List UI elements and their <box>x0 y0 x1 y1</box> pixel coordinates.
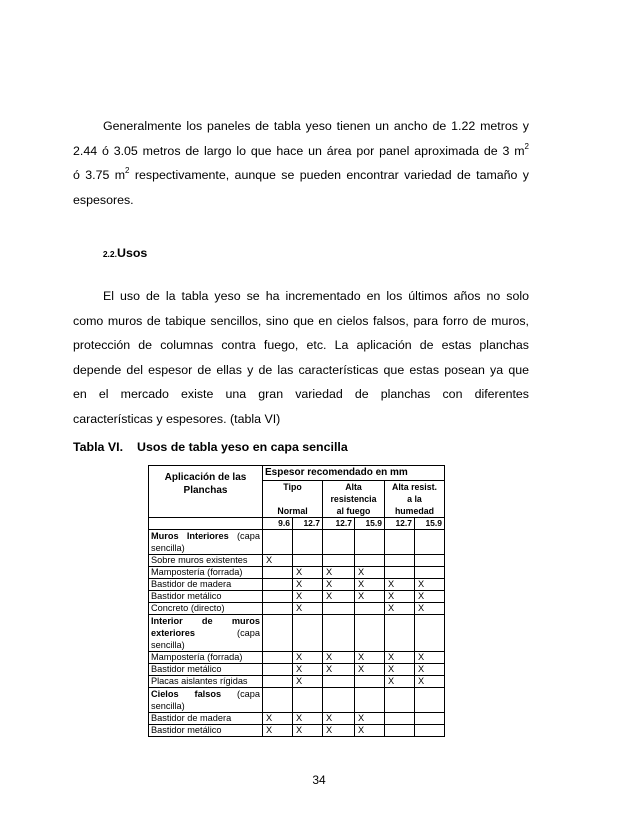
mark-cell <box>323 603 355 615</box>
mark-cell <box>415 555 445 567</box>
section-row <box>149 688 445 713</box>
mark-cell <box>293 555 323 567</box>
mark-cell <box>385 713 415 725</box>
thickness-cell: 15.9 <box>355 518 385 530</box>
mark-cell: X <box>293 591 323 603</box>
intro-line-2-text: 2.44 ó 3.05 metros de largo lo que hace un área por panel aproximada de 3 m <box>73 143 525 158</box>
thickness-label-cell <box>149 518 263 530</box>
mark-cell: X <box>263 725 293 737</box>
empty-cell <box>293 688 323 713</box>
empty-cell <box>355 615 385 652</box>
mark-cell: X <box>323 579 355 591</box>
mark-cell: X <box>385 591 415 603</box>
empty-cell <box>263 615 293 652</box>
mark-cell: X <box>355 652 385 664</box>
section-title-line <box>151 700 260 712</box>
table-caption-label: Tabla VI. <box>73 440 124 454</box>
mark-cell: X <box>355 725 385 737</box>
section-title-word: sencilla) <box>151 640 185 650</box>
section-title-word: falsos <box>194 689 222 699</box>
empty-cell <box>293 615 323 652</box>
row-label: Concreto (directo) <box>149 603 263 615</box>
application-header-line: Planchas <box>183 485 228 496</box>
table-row <box>149 603 445 615</box>
table-caption-title: Usos de tabla yeso en capa sencilla <box>137 440 348 454</box>
mark-cell: X <box>323 567 355 579</box>
table-row <box>149 713 445 725</box>
table-row <box>149 579 445 591</box>
mark-cell: X <box>323 652 355 664</box>
section-title-line <box>151 542 260 554</box>
mark-cell: X <box>323 664 355 676</box>
mark-cell <box>263 652 293 664</box>
mark-cell: X <box>355 664 385 676</box>
mark-cell: X <box>415 591 445 603</box>
mark-cell: X <box>415 579 445 591</box>
group-line: Tipo <box>283 482 302 492</box>
intro-line-3-start: ó 3.75 m <box>73 168 126 182</box>
mark-cell: X <box>385 579 415 591</box>
thickness-cell: 15.9 <box>415 518 445 530</box>
mark-cell: X <box>355 591 385 603</box>
empty-cell <box>415 688 445 713</box>
mark-cell: X <box>385 652 415 664</box>
empty-cell <box>293 530 323 555</box>
section-title-line <box>151 639 260 651</box>
group-line: Normal <box>277 506 308 516</box>
mark-cell: X <box>415 676 445 688</box>
empty-cell <box>323 530 355 555</box>
group-line: Alta <box>345 482 362 492</box>
row-label: Bastidor de madera <box>149 579 263 591</box>
section-title-word: de <box>201 616 213 626</box>
application-header-line: Aplicación de las <box>164 472 247 483</box>
mark-cell <box>415 725 445 737</box>
espesor-header: Espesor recomendado en mm <box>263 466 445 481</box>
thickness-cell: 12.7 <box>385 518 415 530</box>
mark-cell: X <box>293 652 323 664</box>
row-label: Bastidor metálico <box>149 664 263 676</box>
mark-cell <box>355 603 385 615</box>
mark-cell <box>263 579 293 591</box>
table-row <box>149 725 445 737</box>
section-title-line <box>151 627 260 639</box>
page-number: 34 <box>312 773 326 787</box>
mark-cell <box>385 567 415 579</box>
mark-cell: X <box>293 664 323 676</box>
usage-table <box>148 465 445 737</box>
section-title-word: Muros <box>151 531 179 541</box>
row-label: Mampostería (forrada) <box>149 652 263 664</box>
table-row <box>149 676 445 688</box>
mark-cell: X <box>293 603 323 615</box>
usos-paragraph <box>73 284 529 431</box>
table-row <box>149 664 445 676</box>
group-alta-humedad <box>385 481 445 518</box>
table-row <box>149 567 445 579</box>
group-line: a la <box>407 494 422 504</box>
section-title-line <box>151 615 260 627</box>
group-tipo-normal <box>263 481 323 518</box>
section-row <box>149 530 445 555</box>
thickness-cell: 12.7 <box>323 518 355 530</box>
mark-cell <box>415 713 445 725</box>
intro-line-4: espesores. <box>73 192 134 207</box>
mark-cell: X <box>355 567 385 579</box>
section-title-word: muros <box>231 616 260 626</box>
mark-cell <box>263 603 293 615</box>
empty-cell <box>355 530 385 555</box>
table-caption <box>73 440 348 454</box>
mark-cell: X <box>415 664 445 676</box>
mark-cell <box>385 725 415 737</box>
mark-cell <box>415 567 445 579</box>
table-row <box>149 555 445 567</box>
empty-cell <box>385 615 415 652</box>
group-line: Alta resist. <box>392 482 437 492</box>
section-title-word: (capa <box>237 689 260 699</box>
mark-cell <box>385 555 415 567</box>
section-title-word: Cielos <box>151 689 179 699</box>
group-line: al fuego <box>336 506 371 516</box>
row-label: Sobre muros existentes <box>149 555 263 567</box>
mark-cell: X <box>263 713 293 725</box>
empty-cell <box>263 530 293 555</box>
section-row <box>149 615 445 652</box>
section-title-word: sencilla) <box>151 543 185 553</box>
usos-line-5: en el mercado existe una gran variedad de planchas con diferentes <box>73 387 529 401</box>
intro-line-3-end: respectivamente, aunque se pueden encontrar variedad de tamaño y <box>129 168 529 182</box>
usos-line-3: protección de columnas contra fuego, etc. La aplicación de estas planchas <box>73 338 529 352</box>
usos-line-2: como muros de tabique sencillos, sino que en cielos falsos, para forro de muros, <box>73 313 529 328</box>
row-label: Bastidor de madera <box>149 713 263 725</box>
mark-cell: X <box>415 603 445 615</box>
intro-line-2 <box>73 139 529 164</box>
intro-paragraph <box>73 114 529 212</box>
intro-line-3 <box>73 163 529 188</box>
mark-cell: X <box>293 567 323 579</box>
mark-cell <box>263 664 293 676</box>
group-line: resistencia <box>330 494 377 504</box>
table-row <box>149 591 445 603</box>
row-label: Placas aislantes rígidas <box>149 676 263 688</box>
superscript: 2 <box>524 141 529 151</box>
mark-cell: X <box>323 713 355 725</box>
empty-cell <box>323 615 355 652</box>
mark-cell <box>355 555 385 567</box>
row-label: Bastidor metálico <box>149 725 263 737</box>
section-heading <box>73 246 147 260</box>
usos-line-4: depende del espesor de ellas y de las características que estas posean ya que <box>73 362 529 377</box>
mark-cell <box>323 555 355 567</box>
table-row <box>149 652 445 664</box>
mark-cell: X <box>323 591 355 603</box>
mark-cell <box>323 676 355 688</box>
mark-cell <box>263 567 293 579</box>
mark-cell: X <box>385 664 415 676</box>
superscript: 2 <box>125 166 130 175</box>
mark-cell: X <box>355 713 385 725</box>
usos-line-6: características y espesores. (tabla VI) <box>73 411 281 426</box>
thickness-cell: 12.7 <box>293 518 323 530</box>
section-title-word: (capa <box>237 628 260 638</box>
mark-cell: X <box>293 713 323 725</box>
mark-cell: X <box>323 725 355 737</box>
section-title-word: (capa <box>237 531 260 541</box>
application-header <box>149 466 263 518</box>
section-title-cell <box>149 688 263 713</box>
empty-cell <box>323 688 355 713</box>
group-line <box>265 493 320 505</box>
mark-cell: X <box>293 676 323 688</box>
section-title-word: Interiores <box>186 531 229 541</box>
row-label: Bastidor metálico <box>149 591 263 603</box>
intro-line-1: Generalmente los paneles de tabla yeso tienen un ancho de 1.22 metros y <box>103 119 529 133</box>
mark-cell: X <box>415 652 445 664</box>
section-title-line <box>151 530 260 542</box>
empty-cell <box>263 688 293 713</box>
section-title-cell <box>149 615 263 652</box>
section-title: Usos <box>117 246 148 260</box>
thickness-cell: 9.6 <box>263 518 293 530</box>
mark-cell: X <box>293 725 323 737</box>
section-title-word: Interior <box>151 616 183 626</box>
empty-cell <box>415 615 445 652</box>
mark-cell: X <box>385 676 415 688</box>
mark-cell: X <box>355 579 385 591</box>
group-line: humedad <box>394 506 435 516</box>
mark-cell: X <box>385 603 415 615</box>
mark-cell <box>355 676 385 688</box>
row-label: Mampostería (forrada) <box>149 567 263 579</box>
empty-cell <box>385 530 415 555</box>
empty-cell <box>355 688 385 713</box>
section-title-word: sencilla) <box>151 701 185 711</box>
empty-cell <box>415 530 445 555</box>
mark-cell <box>263 676 293 688</box>
usos-line-1: El uso de la tabla yeso se ha incrementado en los últimos años no solo <box>103 289 529 303</box>
section-title-line <box>151 688 260 700</box>
mark-cell <box>263 591 293 603</box>
group-alta-fuego <box>323 481 385 518</box>
section-number: 2.2. <box>102 249 117 259</box>
mark-cell: X <box>263 555 293 567</box>
section-title-cell <box>149 530 263 555</box>
section-title-word: exteriores <box>151 628 195 638</box>
mark-cell: X <box>293 579 323 591</box>
empty-cell <box>385 688 415 713</box>
